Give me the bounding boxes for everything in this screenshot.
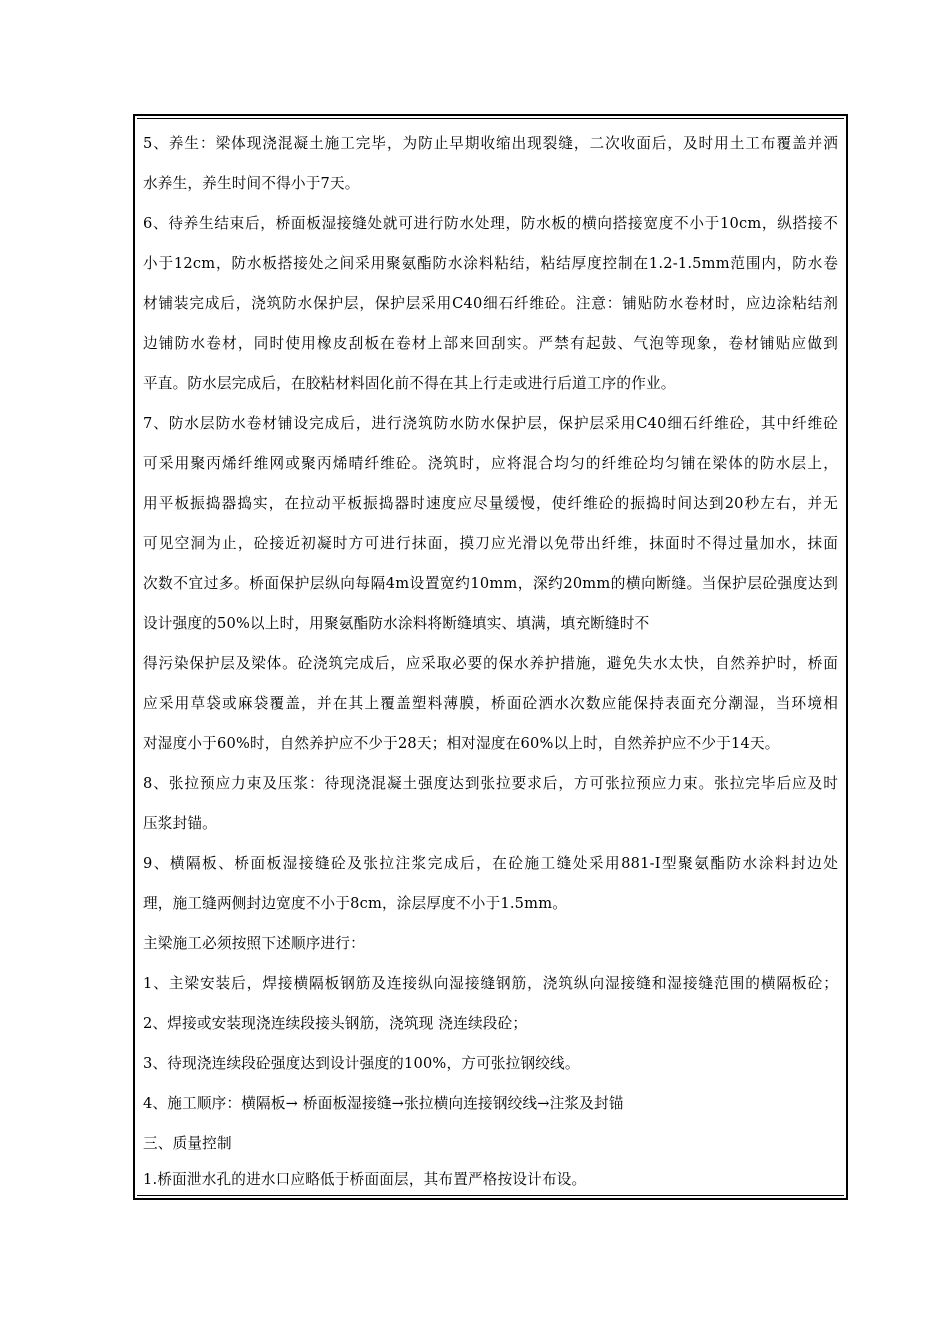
text-line: 对湿度小于60%时，自然养护应不少于28天；相对湿度在60%以上时，自然养护应不少于14天。 bbox=[143, 735, 780, 752]
text-line: 2、焊接或安装现浇连续段接头钢筋，浇筑现 浇连续段砼； bbox=[143, 1015, 528, 1032]
text-line: 6、待养生结束后，桥面板湿接缝处就可进行防水处理，防水板的横向搭接宽度不小于10cm，纵搭接不 bbox=[143, 215, 838, 232]
text-line: 1、主梁安装后，焊接横隔板钢筋及连接纵向湿接缝钢筋，浇筑纵向湿接缝和湿接缝范围的横隔板砼； bbox=[143, 975, 838, 992]
text-line: 可采用聚丙烯纤维网或聚丙烯晴纤维砼。浇筑时，应将混合均匀的纤维砼均匀铺在梁体的防水层上， bbox=[143, 455, 838, 472]
text-line: 1.桥面泄水孔的进水口应略低于桥面面层，其布置严格按设计布设。 bbox=[143, 1171, 587, 1188]
frame-inner-top-rule bbox=[137, 118, 844, 119]
text-line: 8、张拉预应力束及压浆：待现浇混凝土强度达到张拉要求后，方可张拉预应力束。张拉完毕后应及时 bbox=[143, 775, 838, 792]
section-heading: 三、质量控制 bbox=[143, 1135, 232, 1152]
text-line: 3、待现浇连续段砼强度达到设计强度的100%，方可张拉钢绞线。 bbox=[143, 1055, 580, 1072]
text-line: 边铺防水卷材，同时使用橡皮刮板在卷材上部来回刮实。严禁有起鼓、气泡等现象，卷材铺贴应做到 bbox=[143, 335, 838, 352]
text-line: 压浆封锚。 bbox=[143, 815, 217, 832]
text-line: 平直。防水层完成后，在胶粘材料固化前不得在其上行走或进行后道工序的作业。 bbox=[143, 375, 676, 392]
text-line: 设计强度的50%以上时，用聚氨酯防水涂料将断缝填实、填满，填充断缝时不 bbox=[143, 615, 650, 632]
text-line: 可见空洞为止，砼接近初凝时方可进行抹面，摸刀应光滑以免带出纤维，抹面时不得过量加水，抹面 bbox=[143, 535, 838, 552]
text-line: 材铺装完成后，浇筑防水保护层，保护层采用C40细石纤维砼。注意：铺贴防水卷材时，应边涂粘结剂 bbox=[143, 295, 838, 312]
text-line: 应采用草袋或麻袋覆盖，并在其上覆盖塑料薄膜，桥面砼洒水次数应能保持表面充分潮湿，当环境相 bbox=[143, 695, 838, 712]
text-line: 4、施工顺序：横隔板→ 桥面板湿接缝→张拉横向连接钢绞线→注浆及封锚 bbox=[143, 1095, 624, 1112]
text-line: 主梁施工必须按照下述顺序进行： bbox=[143, 935, 365, 952]
text-line: 5、养生：梁体现浇混凝土施工完毕，为防止早期收缩出现裂缝，二次收面后，及时用土工布覆盖并洒 bbox=[143, 135, 838, 152]
text-line: 7、防水层防水卷材铺设完成后，进行浇筑防水防水保护层，保护层采用C40细石纤维砼，其中纤维砼 bbox=[143, 415, 838, 432]
text-line: 小于12cm，防水板搭接处之间采用聚氨酯防水涂料粘结，粘结厚度控制在1.2-1.5mm范围内，防水卷 bbox=[143, 255, 838, 272]
text-line: 水养生，养生时间不得小于7天。 bbox=[143, 175, 360, 192]
text-line: 理，施工缝两侧封边宽度不小于8cm，涂层厚度不小于1.5mm。 bbox=[143, 895, 568, 912]
text-line: 次数不宜过多。桥面保护层纵向每隔4m设置宽约10mm，深约20mm的横向断缝。当保护层砼强度达到 bbox=[143, 575, 838, 592]
text-line: 用平板振捣器捣实，在拉动平板振捣器时速度应尽量缓慢，使纤维砼的振捣时间达到20秒左右，并无 bbox=[143, 495, 838, 512]
text-line: 得污染保护层及梁体。砼浇筑完成后，应采取必要的保水养护措施，避免失水太快，自然养护时，桥面 bbox=[143, 655, 838, 672]
text-line: 9、横隔板、桥面板湿接缝砼及张拉注浆完成后，在砼施工缝处采用881-I型聚氨酯防水涂料封边处 bbox=[143, 855, 838, 872]
frame-inner-bottom-rule bbox=[137, 1195, 844, 1196]
